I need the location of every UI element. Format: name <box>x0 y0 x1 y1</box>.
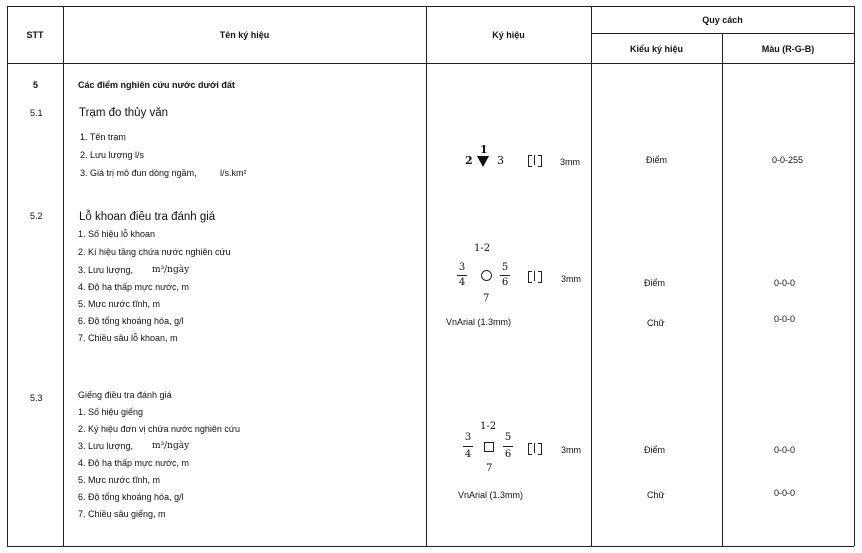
symbol-type-text: Chữ <box>647 318 665 328</box>
circle-icon <box>481 270 492 281</box>
symbol-font: VnArial (1.3mm) <box>458 490 524 500</box>
list-item: 3. Lưu lượng, <box>78 441 133 451</box>
fraction-denominator: 4 <box>458 277 466 288</box>
symbol-font: VnArial (1.3mm) <box>446 317 512 327</box>
list-item: 3. Lưu lượng, <box>78 265 133 275</box>
symbol-type: Điểm <box>644 278 666 288</box>
list-item: 6. Độ tổng khoáng hóa, g/l <box>78 492 184 502</box>
header-stt: STT <box>26 30 44 40</box>
symbol-label-top: 1-2 <box>480 421 497 432</box>
row-number: 5.2 <box>30 211 43 221</box>
symbol-color-text: 0-0-0 <box>774 488 796 498</box>
symbol-label-bottom: 7 <box>486 463 493 474</box>
list-item: 3. Giá trị mô đun dòng ngầm, <box>80 168 197 178</box>
list-item: 2. Lưu lượng l/s <box>80 150 144 160</box>
list-item: 1. Số hiệu lỗ khoan <box>78 229 156 239</box>
symbol-type: Điểm <box>644 445 666 455</box>
table-border-left <box>7 6 8 546</box>
fraction-numerator: 3 <box>458 262 466 273</box>
row-title: Giếng điều tra đánh giá <box>78 390 172 400</box>
table-border-top <box>7 6 854 7</box>
fraction-bar <box>503 446 513 447</box>
list-item: 1. Tên trạm <box>80 132 126 142</box>
header-spec: Quy cách <box>702 15 743 25</box>
list-item-unit: m³/ngày <box>152 265 190 275</box>
col-divider-3 <box>591 6 592 546</box>
square-icon <box>484 442 494 452</box>
fraction-denominator: 6 <box>504 449 512 460</box>
section-number: 5 <box>33 80 39 90</box>
dimension-icon <box>528 155 542 165</box>
list-item: 4. Độ hạ thấp mực nước, m <box>78 282 189 292</box>
list-item-unit: m³/ngày <box>152 441 190 451</box>
header-bottom-line <box>7 63 854 64</box>
fraction-numerator: 5 <box>501 262 509 273</box>
symbol-size: 3mm <box>561 445 581 455</box>
col-divider-4 <box>722 33 723 546</box>
list-item: 7. Chiều sâu lỗ khoan, m <box>78 333 178 343</box>
table-border-bottom <box>7 546 854 547</box>
symbol-label-left: 2 <box>465 154 473 167</box>
symbol-color-text: 0-0-0 <box>774 314 796 324</box>
list-item: 5. Mực nước tĩnh, m <box>78 475 160 485</box>
table-border-right <box>854 6 855 546</box>
fraction-denominator: 6 <box>501 277 509 288</box>
header-color: Màu (R-G-B) <box>761 44 815 54</box>
list-item: 1. Số hiệu giếng <box>78 407 144 417</box>
symbol-label-right: 3 <box>497 154 504 167</box>
symbol-color: 0-0-0 <box>774 445 796 455</box>
row-title: Lỗ khoan điều tra đánh giá <box>79 211 216 223</box>
symbol-label-bottom: 7 <box>483 293 490 304</box>
fraction-bar <box>463 446 473 447</box>
symbol-label-top: 1-2 <box>474 243 491 254</box>
section-title: Các điểm nghiên cứu nước dưới đất <box>78 80 235 90</box>
row-number: 5.3 <box>30 393 43 403</box>
triangle-icon <box>477 156 489 167</box>
symbol-color: 0-0-0 <box>774 278 796 288</box>
header-symbol: Ký hiệu <box>492 30 525 40</box>
row-number: 5.1 <box>30 108 43 118</box>
list-item: 2. Kí hiệu tầng chứa nước nghiên cứu <box>78 247 231 257</box>
fraction-bar <box>500 275 510 276</box>
symbol-label-top: 1 <box>480 143 488 156</box>
header-name: Tên ký hiệu <box>219 30 270 40</box>
fraction-numerator: 3 <box>464 432 472 443</box>
symbol-size: 3mm <box>560 157 580 167</box>
symbol-type-text: Chữ <box>647 490 665 500</box>
header-symbol-type: Kiểu ký hiệu <box>629 44 683 54</box>
list-item: 6. Độ tổng khoáng hóa, g/l <box>78 316 184 326</box>
symbol-color: 0-0-255 <box>772 155 804 165</box>
dimension-icon <box>528 271 542 281</box>
fraction-denominator: 4 <box>464 449 472 460</box>
list-item-unit: l/s.km² <box>220 168 247 178</box>
col-divider-1 <box>63 6 64 546</box>
list-item: 2. Ký hiệu đơn vị chứa nước nghiên cứu <box>78 424 240 434</box>
fraction-numerator: 5 <box>504 432 512 443</box>
symbol-size: 3mm <box>561 274 581 284</box>
list-item: 7. Chiều sâu giếng, m <box>78 509 166 519</box>
list-item: 4. Độ hạ thấp mực nước, m <box>78 458 189 468</box>
symbol-type: Điểm <box>646 155 668 165</box>
list-item: 5. Mực nước tĩnh, m <box>78 299 160 309</box>
dimension-icon <box>528 443 542 453</box>
col-divider-2 <box>426 6 427 546</box>
fraction-bar <box>457 275 467 276</box>
row-title: Trạm đo thủy văn <box>79 107 169 119</box>
